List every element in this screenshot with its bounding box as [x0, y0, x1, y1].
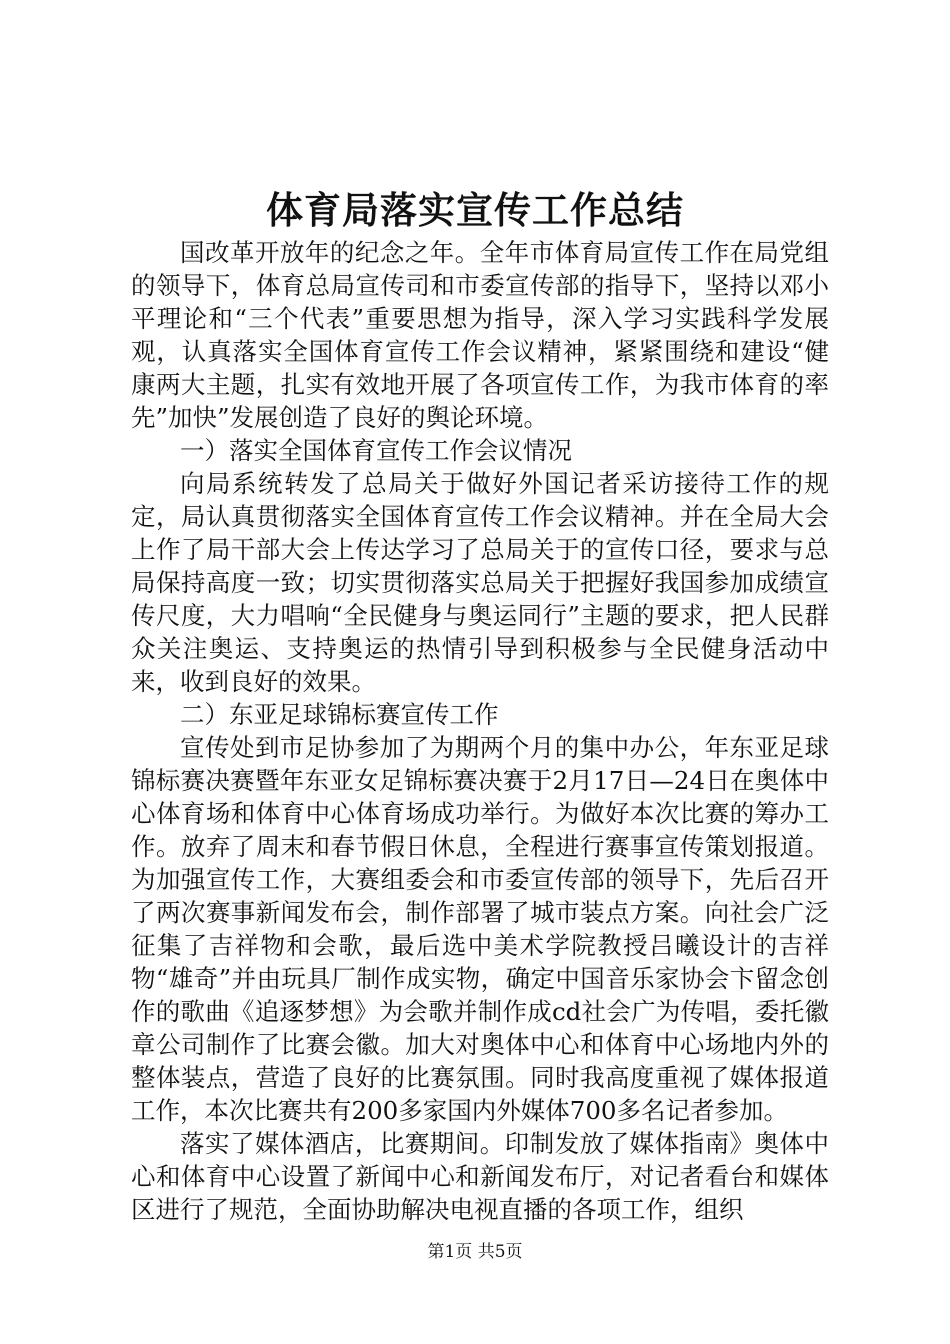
paragraph-media: 落实了媒体酒店，比赛期间。印制发放了媒体指南》奥体中心和体育中心设置了新闻中心和新闻发布厅，对记者看台和媒体区进行了规范，全面协助解决电视直播的各项工作，组织 — [131, 1129, 829, 1224]
section-heading-2: 二）东亚足球锦标赛宣传工作 — [180, 700, 499, 729]
paragraph-section-2: 宣传处到市足协参加了为期两个月的集中办公，年东亚足球锦标赛决赛暨年东亚女足锦标赛决赛于2月17日—24日在奥体中心体育场和体育中心体育场成功举行。为做好本次比赛的筹办工作。放弃了周末和春节假日休息，全程进行赛事宣传策划报道。为加强宣传工作，大赛组委会和市委宣传部的领导下，先后召开了两次赛事新闻发布会，制作部署了城市装点方案。向社会广泛征集了吉祥物和会歌，最后选中美术学院教授吕曦设计的吉祥物“雄奇”并由玩具厂制作成实物，确定中国音乐家协会卞留念创作的歌曲《追逐梦想》为会歌并制作成cd社会广为传唱，委托徽章公司制作了比赛会徽。加大对奥体中心和体育中心场地内外的整体装点，营造了良好的比赛氛围。同时我高度重视了媒体报道工作，本次比赛共有200多家国内外媒体700多名记者参加。 — [131, 733, 829, 1125]
document-body — [131, 236, 829, 1226]
section-heading-1: 一）落实全国体育宣传工作会议情况 — [180, 436, 572, 465]
page-number-footer: 第1页 共5页 — [427, 1242, 523, 1262]
document-title: 体育局落实宣传工作总结 — [266, 188, 684, 232]
paragraph-section-1: 向局系统转发了总局关于做好外国记者采访接待工作的规定，局认真贯彻落实全国体育宣传工作会议精神。并在全局大会上作了局干部大会上传达学习了总局关于的宣传口径，要求与总局保持高度一致；切实贯彻落实总局关于把握好我国参加成绩宣传尺度，大力唱响“全民健身与奥运同行”主题的要求，把人民群众关注奥运、支持奥运的热情引导到积极参与全民健身活动中来，收到良好的效果。 — [131, 469, 829, 696]
paragraph-intro: 国改革开放年的纪念之年。全年市体育局宣传工作在局党组的领导下，体育总局宣传司和市委宣传部的指导下，坚持以邓小平理论和“三个代表”重要思想为指导，深入学习实践科学发展观，认真落实全国体育宣传工作会议精神，紧紧围绕和建设“健康两大主题，扎实有效地开展了各项宣传工作，为我市体育的率先”加快”发展创造了良好的舆论环境。 — [131, 238, 829, 432]
